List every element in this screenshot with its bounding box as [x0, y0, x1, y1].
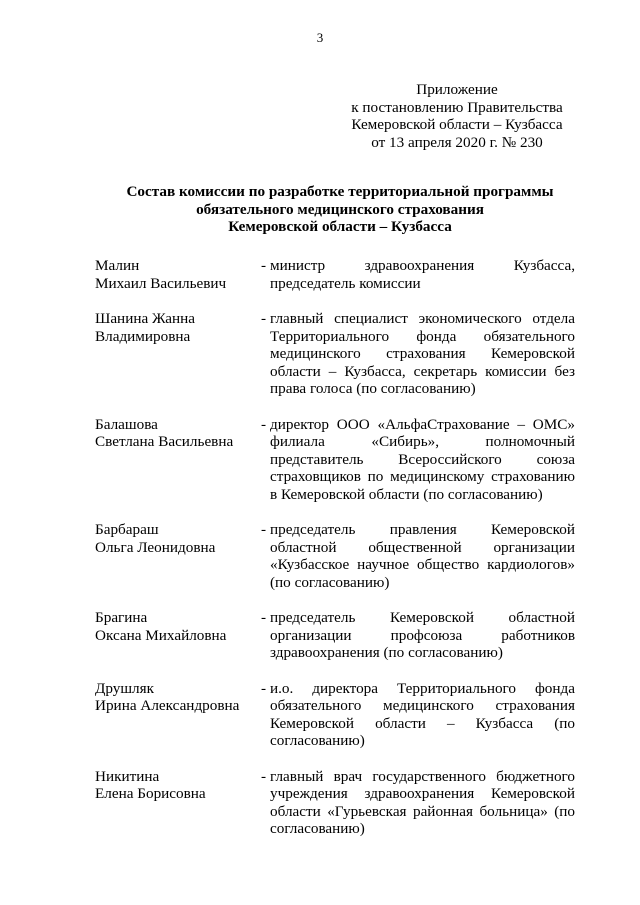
- member-role: министр здравоохранения Кузбасса, председатель комиссии: [270, 257, 575, 292]
- member-given-name: Ирина Александровна: [95, 697, 240, 714]
- member-entry: [95, 257, 575, 292]
- member-given-name: Владимировна: [95, 327, 191, 345]
- member-dash: -: [261, 415, 267, 433]
- member-surname: Друшляк: [95, 679, 154, 697]
- commission-members-list: [95, 257, 575, 856]
- title-line: обязательного медицинского страхования: [196, 200, 484, 218]
- member-name: [95, 416, 261, 504]
- member-role: главный специалист экономического отдела Территориального фонда обязательного медицинского страхования Кемеровской области – Кузбасса, секретарь комиссии без права голоса (по согласованию): [270, 310, 575, 397]
- title-line: Состав комиссии по разработке территориальной программы: [126, 183, 554, 200]
- appendix-line: к постановлению Правительства: [351, 98, 563, 116]
- member-role: главный врач государственного бюджетного учреждения здравоохранения Кемеровской области «Гурьевская районная больница» (по согласованию): [270, 767, 575, 837]
- member-dash: -: [261, 609, 267, 626]
- member-dash: -: [261, 310, 267, 327]
- member-given-name: Елена Борисовна: [95, 785, 206, 802]
- appendix-line: Кемеровской области – Кузбасса: [351, 116, 563, 133]
- member-given-name: Оксана Михайловна: [95, 626, 227, 644]
- member-entry: [95, 768, 575, 838]
- member-surname: Шанина Жанна: [95, 310, 195, 327]
- appendix-line: от 13 апреля 2020 г. № 230: [371, 133, 543, 151]
- member-surname: Никитина: [95, 767, 160, 785]
- member-name: [95, 257, 261, 292]
- member-given-name: Михаил Васильевич: [95, 274, 227, 292]
- title-line: Кемеровской области – Кузбасса: [228, 218, 452, 235]
- member-dash: -: [261, 679, 267, 697]
- member-entry: [95, 310, 575, 398]
- member-name: [95, 609, 261, 662]
- page-number: 3: [316, 30, 324, 45]
- appendix-line: Приложение: [416, 81, 498, 98]
- member-role: председатель правления Кемеровской областной общественной организации «Кузбасское научное общество кардиологов» (по согласованию): [270, 521, 575, 591]
- member-entry: [95, 680, 575, 750]
- member-dash: -: [261, 257, 267, 274]
- member-given-name: Ольга Леонидовна: [95, 538, 216, 556]
- member-entry: [95, 609, 575, 662]
- member-dash: -: [261, 521, 267, 538]
- member-given-name: Светлана Васильевна: [95, 433, 234, 450]
- member-role: председатель Кемеровской областной организации профсоюза работников здравоохранения (по согласованию): [270, 609, 575, 661]
- member-dash: -: [261, 767, 267, 785]
- member-name: [95, 310, 261, 398]
- member-name: [95, 680, 261, 750]
- appendix-block: [330, 81, 584, 151]
- member-role: директор ООО «АльфаСтрахование – ОМС» филиала «Сибирь», полномочный представитель Всероссийского союза страховщиков по медицинскому страхованию в Кемеровской области (по согласованию): [270, 415, 575, 503]
- member-role: и.о. директора Территориального фонда обязательного медицинского страхования Кемеровской области – Кузбасса (по согласованию): [270, 679, 575, 749]
- document-title: [60, 183, 620, 236]
- member-name: [95, 768, 261, 838]
- member-surname: Барбараш: [95, 521, 159, 538]
- member-surname: Брагина: [95, 609, 148, 626]
- member-surname: Балашова: [95, 415, 158, 433]
- member-entry: [95, 416, 575, 504]
- member-name: [95, 521, 261, 591]
- member-surname: Малин: [95, 257, 140, 274]
- member-entry: [95, 521, 575, 591]
